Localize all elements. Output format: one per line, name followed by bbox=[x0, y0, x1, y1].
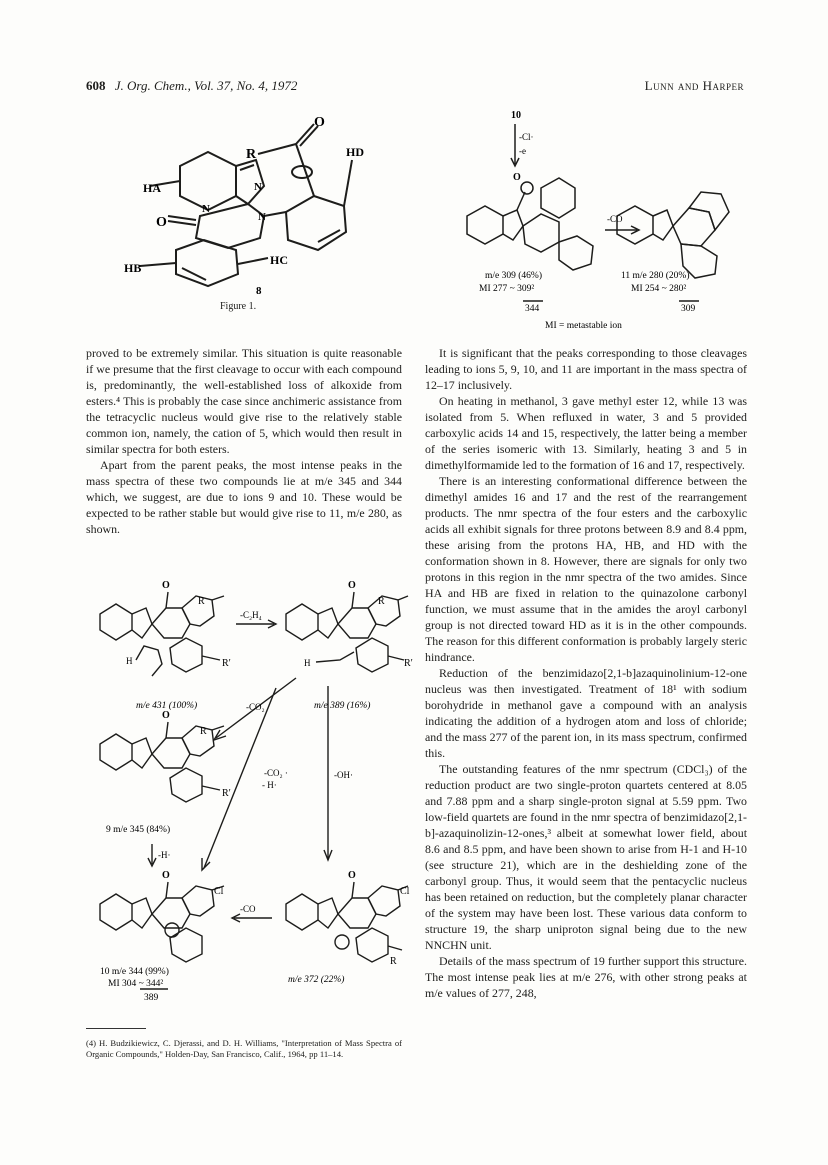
arrow-co2-h: -CO₂ · bbox=[264, 768, 288, 778]
aryl-ring bbox=[286, 196, 346, 250]
ion-280: 11 m/e 280 (20%) bbox=[621, 271, 690, 281]
paragraph: The outstanding features of the nmr spectrum (CDCl₃) of the reduction product are two single-proton quartets centered at 8.05 and 7.88 ppm and a sharp single-proton signal at 5.59 ppm. Two low-field quartets are found in the nmr spectra of benzimidazo[2,1-b]-azaquinolizin-12-ones,³ albeit at somewhat lower field, about 8.6 and 8.5 ppm, and have been shown to arise from H-1 and H-10 (see structure 21), which are in the deshielding zone of the carbonyl group. Thus, it would seem that the pentacyclic nucleus has been retained on reduction, but the completely planar character of the system may have been lost. These various data conform to structure 19, the sharp uniproton signal being due to the new NNCHN unit. bbox=[425, 762, 747, 952]
label-r: R bbox=[246, 147, 257, 162]
scheme-bottom-left bbox=[86, 568, 416, 1018]
r-389: R bbox=[378, 596, 385, 607]
label-hc: HC bbox=[270, 253, 288, 267]
reagent-minus-cl: -Cl· bbox=[519, 132, 534, 142]
o-345: O bbox=[162, 710, 170, 721]
footnote-4: (4) H. Budzikiewicz, C. Djerassi, and D. H. Williams, "Interpretation of Mass Spectra of Organic Compounds," Holden-Day, San Francisco, Calif., 1964, pp 11–14. bbox=[86, 1038, 402, 1059]
label-344: 10 m/e 344 (99%) bbox=[100, 967, 169, 977]
r-372: R bbox=[390, 956, 397, 967]
start-compound-10: 10 bbox=[511, 110, 521, 121]
arrow-h-dot: - H· bbox=[262, 780, 277, 790]
o-344: O bbox=[162, 870, 170, 881]
paragraph: On heating in methanol, 3 gave methyl ester 12, while 13 was isolated from 5. When refluxed in water, 3 and 5 provided carboxylic acids 14 and 15, respectively, the latter being a member of the series isomeric with 13. Similarly, heating 3 and 5 in dimethylformamide led to the formation of 16 and 17, respectively. bbox=[425, 394, 747, 472]
rp-389: R′ bbox=[404, 658, 413, 669]
label-345: 9 m/e 345 (84%) bbox=[106, 825, 171, 835]
figure-1-structure bbox=[110, 108, 390, 308]
left-column-text bbox=[86, 345, 402, 537]
scheme-top-right bbox=[455, 108, 745, 333]
arrow-oh: -OH· bbox=[334, 770, 353, 780]
arrow-c2h4: -C₂H₄ bbox=[240, 610, 262, 620]
paragraph: proved to be extremely similar. This situation is quite reasonable if we presume that the first cleavage to occur with each compound is, predominantly, the well-established loss of alkoxide from esters.⁴ This is probably the case since anchimeric assistance from the tetracyclic nucleus would give rise to the relatively stable common ion, namely, the cation of 5, which would then result in similar spectra for both esters. bbox=[86, 346, 402, 456]
running-header-authors: Lunn and Harper bbox=[644, 78, 744, 93]
r-431: R bbox=[198, 596, 205, 607]
right-column-text bbox=[425, 345, 747, 1001]
reagent-minus-e: -e bbox=[519, 146, 526, 156]
mi-277: MI 277 ~ 309² bbox=[479, 284, 535, 294]
label-344-den: 389 bbox=[144, 993, 159, 1003]
r-345: R bbox=[200, 726, 207, 737]
mi-254: MI 254 ~ 280² bbox=[631, 284, 687, 294]
o-431: O bbox=[162, 580, 170, 591]
arrow-minus-h: -H· bbox=[158, 850, 171, 860]
figure-1-caption: Figure 1. bbox=[220, 301, 257, 312]
compound-8-label: 8 bbox=[256, 285, 262, 297]
carbonyl-bond bbox=[168, 216, 196, 220]
page-number: 608 bbox=[86, 78, 106, 93]
h-389: H bbox=[304, 658, 311, 668]
paragraph: Reduction of the benzimidazo[2,1-b]azaquinolinium-12-one nucleus was then investigated. Treatment of 18¹ with sodium borohydride in methanol gave a compound with an analysis indicating the addition of a hydrogen atom and loss of chloride; and the mass 277 of the parent ion, in its mass spectrum, confirmed this. bbox=[425, 666, 747, 760]
arrow-co2: -CO₂ bbox=[246, 702, 265, 712]
footnote-rule bbox=[86, 1028, 146, 1029]
label-372: m/e 372 (22%) bbox=[288, 975, 345, 985]
paragraph: It is significant that the peaks corresponding to those cleavages leading to ions 5, 9, 10, and 11 are important in the mass spectra of 12–17 inclusively. bbox=[425, 346, 747, 392]
lower-benzo-ring bbox=[176, 240, 238, 286]
metastable-legend: MI = metastable ion bbox=[545, 321, 622, 331]
label-hd: HD bbox=[346, 145, 364, 159]
rp-345: R′ bbox=[222, 788, 231, 799]
label-n3: N bbox=[202, 203, 210, 215]
structure-431 bbox=[100, 592, 224, 676]
label-389: m/e 389 (16%) bbox=[314, 701, 371, 711]
cl-344: Cl bbox=[214, 886, 224, 897]
o-372: O bbox=[348, 870, 356, 881]
cl-372: Cl bbox=[400, 886, 410, 897]
o-389: O bbox=[348, 580, 356, 591]
h-431: H bbox=[126, 656, 133, 666]
benzo-ring bbox=[180, 152, 236, 210]
label-hb: HB bbox=[124, 261, 142, 275]
label-n2: N bbox=[258, 211, 266, 223]
o-label: O bbox=[513, 172, 521, 183]
rp-431: R′ bbox=[222, 658, 231, 669]
label-o-carbonyl: O bbox=[156, 215, 167, 230]
ion-309: m/e 309 (46%) bbox=[485, 271, 542, 281]
arrow-minus-co: -CO bbox=[240, 904, 256, 914]
label-344-mi: MI 304 ~ 344² bbox=[108, 979, 164, 989]
paragraph: Details of the mass spectrum of 19 further support this structure. The most intense peak lies at m/e 276, with other strong peaks at m/e values of 277, 248, bbox=[425, 954, 747, 1000]
mi-277-den: 344 bbox=[525, 304, 540, 314]
paragraph: Apart from the parent peaks, the most intense peaks in the mass spectra of these two compounds lie at m/e 345 and 344 which, we suggest, are due to ions 9 and 10. These would be expected to be rather stable but would give rise to 11, m/e 280, as shown. bbox=[86, 458, 402, 536]
label-n1: N bbox=[254, 181, 262, 193]
structure-372 bbox=[286, 882, 408, 962]
structure-344 bbox=[100, 882, 224, 962]
label-o-ketone: O bbox=[314, 115, 325, 130]
paragraph: There is an interesting conformational difference between the dimethyl amides 16 and 17 and the rest of the rearrangement products. The nmr spectra of the four esters and the carboxylic acids all exhibit signals for three protons between 8.9 and 8.4 ppm, these arising from the protons HA, HB, and HD with the conformation shown in 8. However, there are signals for only two protons in this region in the nmr spectra of the two amides. Since HA and HB are fixed in relation to the quinazolone carbonyl function, we must assume that in the amides the aroyl carbonyl group is not directed toward HD as it is in the other compounds. The reason for this different conformation is probably largely steric hindrance. bbox=[425, 474, 747, 664]
mi-254-den: 309 bbox=[681, 304, 696, 314]
journal-citation: J. Org. Chem., Vol. 37, No. 4, 1972 bbox=[114, 78, 298, 93]
running-header-left bbox=[86, 78, 297, 94]
arrow-minus-co: -CO bbox=[607, 214, 623, 224]
label-431: m/e 431 (100%) bbox=[136, 701, 198, 711]
label-ha: HA bbox=[143, 181, 161, 195]
